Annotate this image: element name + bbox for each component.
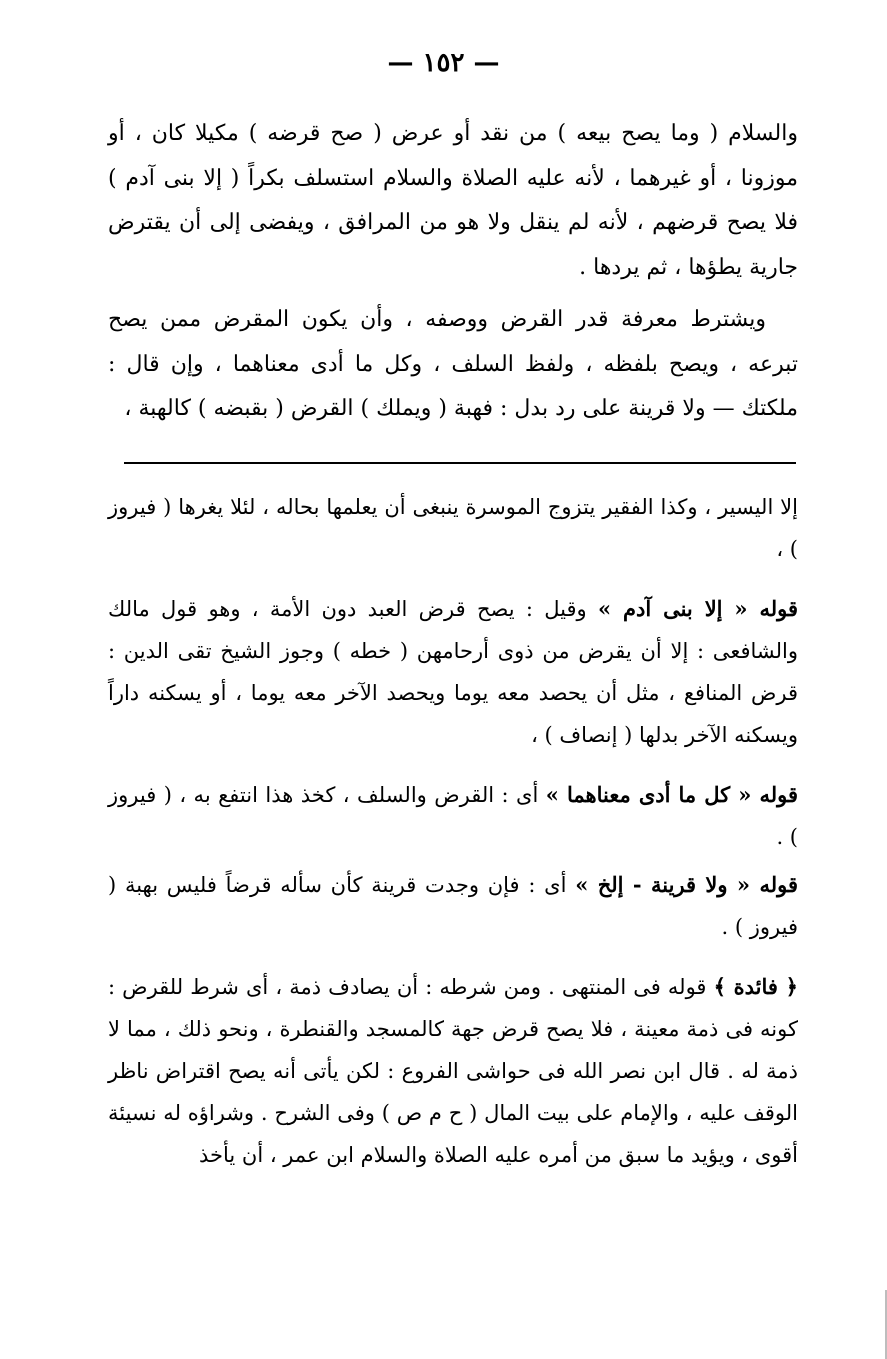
- main-paragraph-1: والسلام ( وما يصح بيعه ) من نقد أو عرض ( صح قرضه ) مكيلا كان ، أو موزونا ، أو غيرهما ، لأنه عليه الصلاة والسلام استسلف بكراً ( إلا بنى آدم ) فلا يصح قرضهم ، لأنه لم ينقل ولا هو من المرافق ، ويفضى إلى أن يقترض جارية يطؤها ، ثم يردها .: [108, 121, 798, 280]
- footnote-5: [108, 966, 798, 1176]
- footnote-2-text: وقيل : يصح قرض العبد دون الأمة ، وهو قول مالك والشافعى : إلا أن يقرض من ذوى أرحامهن ( خطه ) وجوز الشيخ تقى الدين : قرض المنافع ، مثل أن يحصد معه يوما ويحصد الآخر معه يوما ، أو يسكنه داراً ويسكنه الآخر بدلها ( إنصاف ) ،: [108, 597, 798, 747]
- footnote-5-label: ﴿ فائدة ﴾: [713, 974, 798, 999]
- footnote-3-label: قوله « كل ما أدى معناهما »: [545, 782, 798, 807]
- footnote-5-text: قوله فى المنتهى . ومن شرطه : أن يصادف ذمة ، أى شرط للقرض : كونه فى ذمة معينة ، فلا يصح قرض جهة كالمسجد والقنطرة ، ونحو ذلك ، مما لا ذمة له . قال ابن نصر الله فى حواشى الفروع : لكن يأتى أنه يصح اقتراض ناظر الوقف عليه ، والإمام على بيت المال ( ح م ص ) وفى الشرح . وشراؤه له نسيئة أقوى ، ويؤيد ما سبق من أمره عليه الصلاة والسلام ابن عمر ، أن يأخذ: [108, 975, 798, 1167]
- footnote-4-label: قوله « ولا قرينة - إلخ »: [575, 872, 798, 897]
- footnote-4: [108, 864, 798, 948]
- footnotes: [108, 486, 798, 1194]
- footnote-1-text: إلا اليسير ، وكذا الفقير يتزوج الموسرة ينبغى أن يعلمها بحاله ، لئلا يغرها ( فيروز ) ،: [108, 495, 798, 561]
- footnote-3-text: أى : القرض والسلف ، كخذ هذا انتفع به ، ( فيروز ) .: [108, 783, 798, 849]
- page-number: — ١٥٢ —: [387, 48, 500, 78]
- main-paragraph-2: ويشترط معرفة قدر القرض ووصفه ، وأن يكون المقرض ممن يصح تبرعه ، ويصح بلفظه ، ولفظ السلف ، وكل ما أدى معناهما ، وإن قال : ملكتك — ولا قرينة على رد بدل : فهبة ( ويملك ) القرض ( بقبضه ) كالهبة ،: [108, 307, 798, 421]
- main-text: [108, 112, 798, 432]
- footnote-2: [108, 588, 798, 756]
- footnote-1: [108, 486, 798, 570]
- footnote-3: [108, 774, 798, 858]
- footnote-4-text: أى : فإن وجدت قرينة كأن سأله قرضاً فليس بهبة ( فيروز ) .: [108, 873, 798, 939]
- footnote-divider: [124, 462, 796, 464]
- footnote-2-label: قوله « إلا بنى آدم »: [597, 596, 799, 621]
